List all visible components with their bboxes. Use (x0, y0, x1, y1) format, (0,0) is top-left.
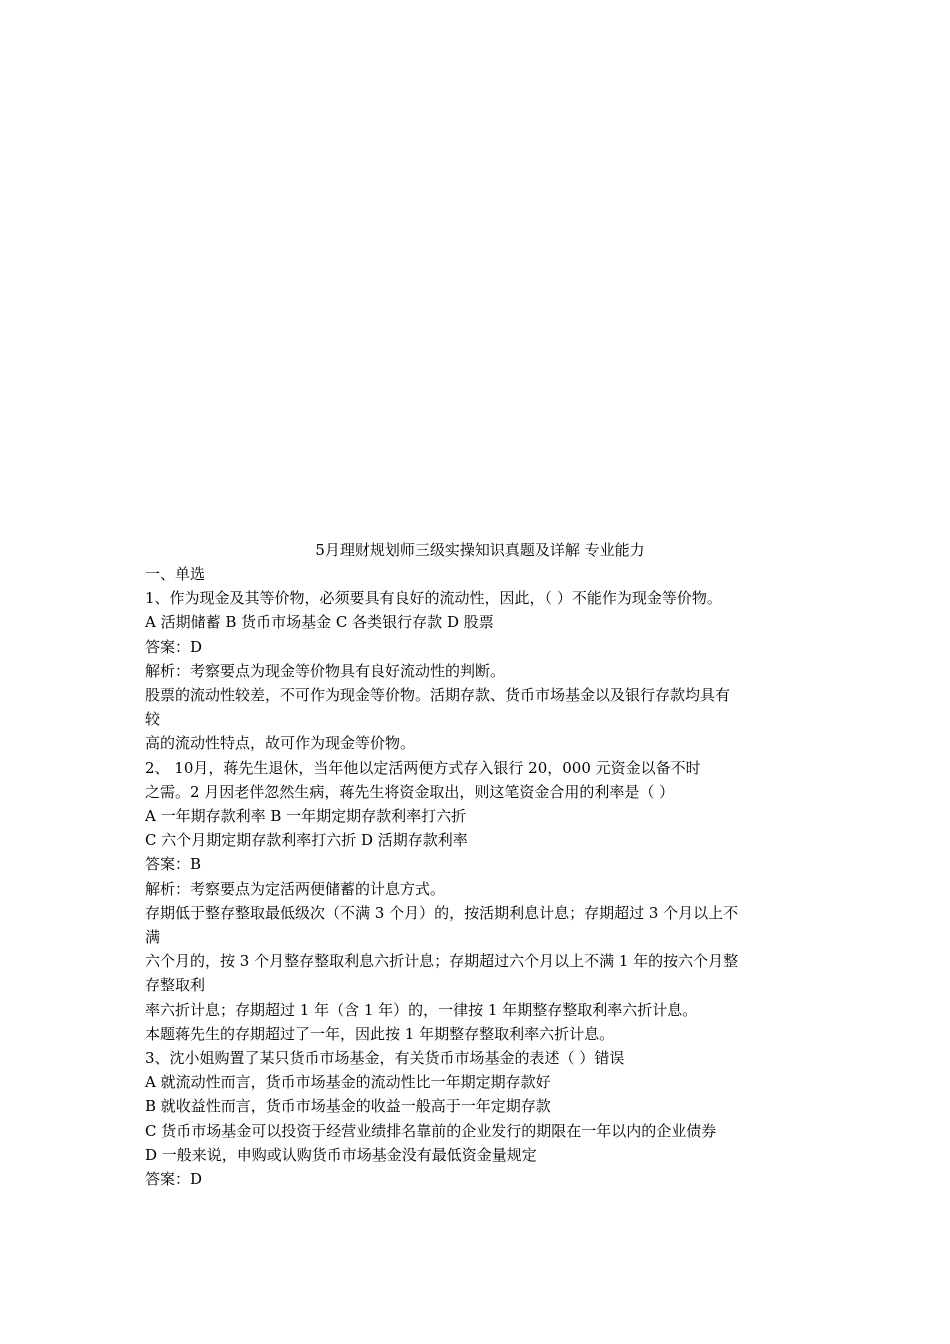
document-body (145, 538, 815, 1191)
analysis-text-line: 满 (145, 928, 161, 947)
question-3-option-c: C 货币市场基金可以投资于经营业绩排名靠前的企业发行的期限在一年以内的企业债券 (145, 1121, 717, 1140)
question-2-continued: 之需。2 月因老伴忽然生病，蒋先生将资金取出，则这笔资金合用的利率是（ ） (145, 782, 675, 801)
question-3-answer: 答案：D (145, 1170, 203, 1189)
analysis-text-line: 存期低于整存整取最低级次（不满 3 个月）的，按活期利息计息；存期超过 3 个月以上不 (145, 903, 739, 922)
analysis-text-line: 高的流动性特点，故可作为现金等价物。 (145, 734, 416, 753)
question-3-option-a: A 就流动性而言，货币市场基金的流动性比一年期定期存款好 (145, 1073, 551, 1092)
section-heading: 一、单选 (145, 565, 206, 583)
question-1-analysis: 解析：考察要点为现金等价物具有良好流动性的判断。 (145, 661, 506, 680)
question-3-option-b: B 就收益性而言，货币市场基金的收益一般高于一年定期存款 (145, 1097, 551, 1116)
question-3-option-d: D 一般来说，申购或认购货币市场基金没有最低资金量规定 (145, 1145, 537, 1164)
question-1: 1、作为现金及其等价物，必须要具有良好的流动性，因此，（ ）不能作为现金等价物。 (145, 589, 722, 608)
analysis-text-line: 股票的流动性较差，不可作为现金等价物。活期存款、货币市场基金以及银行存款均具有 (145, 686, 731, 705)
question-2-options: A 一年期存款利率 B 一年期定期存款利率打六折 (145, 807, 467, 826)
question-2-options: C 六个月期定期存款利率打六折 D 活期存款利率 (145, 831, 468, 850)
analysis-text-line: 存整取利 (145, 976, 206, 995)
document-title: 5月理财规划师三级实操知识真题及详解 专业能力 (315, 541, 645, 559)
question-3: 3、沈小姐购置了某只货币市场基金，有关货币市场基金的表述（ ）错误 (145, 1049, 625, 1068)
analysis-text-line: 六个月的，按 3 个月整存整取利息六折计息；存期超过六个月以上不满 1 年的按六个月整 (145, 952, 739, 971)
question-2: 2、 10月，蒋先生退休，当年他以定活两便方式存入银行 20，000 元资金以备不时 (145, 758, 701, 777)
analysis-text-line: 较 (145, 710, 161, 729)
question-2-answer: 答案：B (145, 855, 202, 874)
analysis-text-line: 本题蒋先生的存期超过了一年，因此按 1 年期整存整取利率六折计息。 (145, 1024, 615, 1043)
question-2-analysis: 解析：考察要点为定活两便储蓄的计息方式。 (145, 879, 446, 898)
question-1-answer: 答案：D (145, 637, 203, 656)
analysis-text-line: 率六折计息；存期超过 1 年（含 1 年）的，一律按 1 年期整存整取利率六折计息。 (145, 1000, 698, 1019)
question-1-options: A 活期储蓄 B 货币市场基金 C 各类银行存款 D 股票 (145, 613, 494, 632)
